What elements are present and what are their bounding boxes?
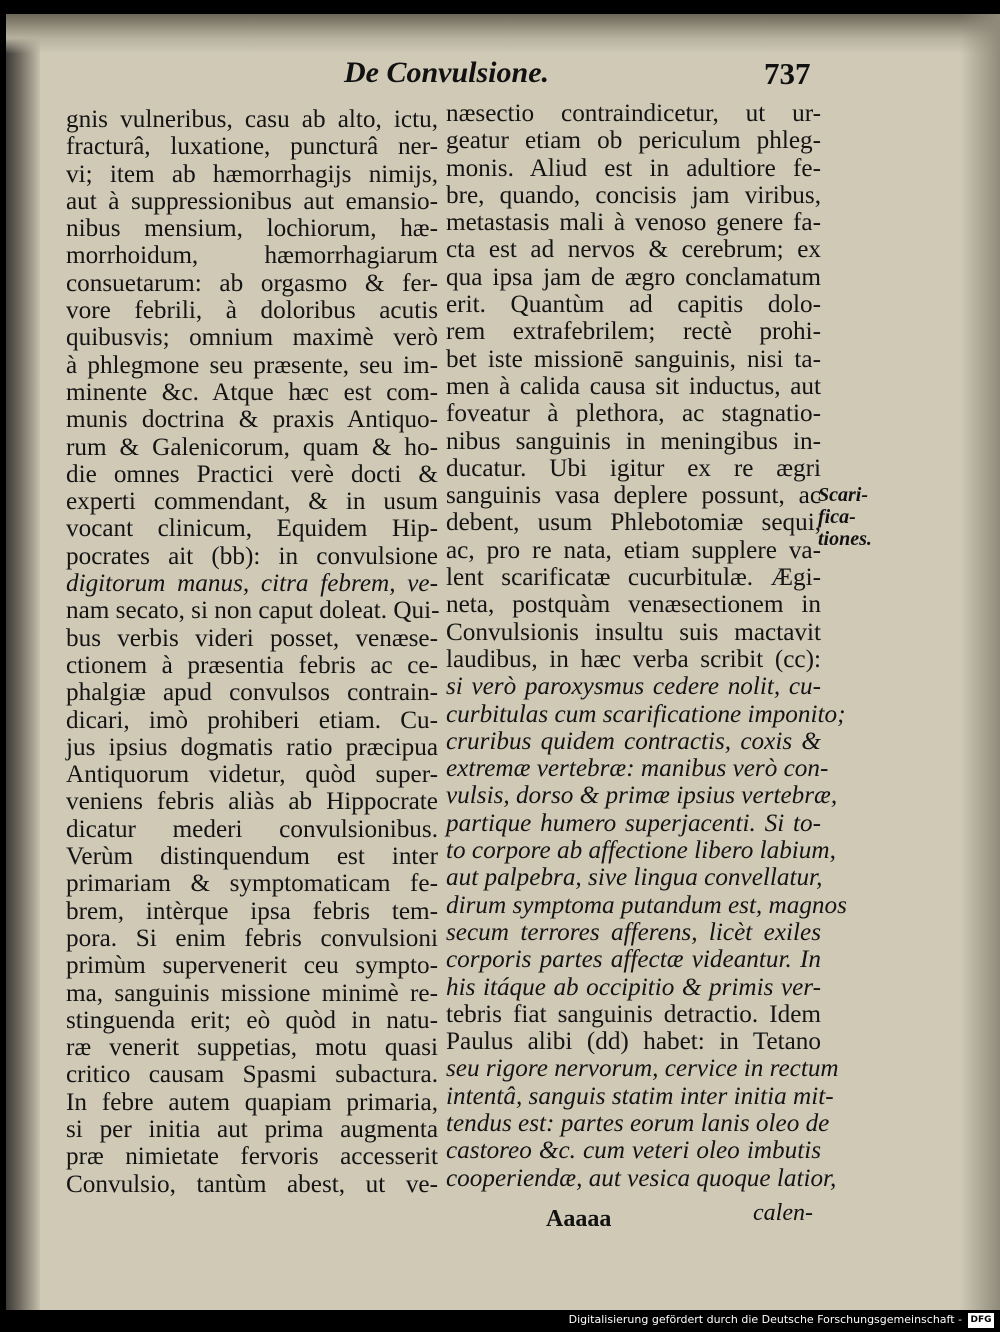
text-line: jus ipsius dogmatis ratio præcipua [66, 733, 438, 761]
text-line: gnis vulneribus, casu ab alto, ictu, [66, 106, 438, 133]
text-line: minente &c. Atque hæc est com- [66, 378, 438, 406]
text-line: Antiquorum videtur, quòd super- [66, 761, 438, 789]
funding-credit: Digitalisierung gefördert durch die Deutsche Forschungsgemeinschaft - [568, 1313, 962, 1326]
text-line: præ nimietate fervoris accesserit [66, 1143, 438, 1171]
book-spine-shadow [6, 14, 40, 1310]
text-line: dicatur mederi convulsionibus. [66, 815, 438, 843]
text-line: corporis partes affectæ videantur. In [446, 946, 821, 974]
text-line: tendus est: partes eorum lanis oleo de [446, 1109, 830, 1137]
marginal-note-line: tiones. [818, 528, 872, 550]
text-line: vulsis, dorso & primæ ipsius vertebræ, [446, 782, 838, 810]
text-line: fracturâ, luxatione, puncturâ ner- [66, 133, 438, 161]
text-line: veniens febris aliàs ab Hippocrate [66, 788, 438, 816]
text-line: phalgiæ apud convulsos contrain- [66, 679, 438, 707]
text-line: primùm supervenerit ceu sympto- [66, 952, 438, 980]
marginal-note-line: fica- [818, 506, 856, 528]
text-line: Paulus alibi (dd) habet: in Tetano [446, 1028, 821, 1056]
book-page [6, 14, 1000, 1310]
text-line: to corpore ab affectione libero labium, [446, 837, 836, 865]
text-line: si verò paroxysmus cedere nolit, cu- [446, 673, 821, 701]
text-line: cruribus quidem contractis, coxis & [446, 727, 821, 755]
text-line: pora. Si enim febris convulsioni [66, 924, 438, 952]
text-line: Convulsionis insultu suis mactavit [446, 618, 821, 646]
footer-bar [0, 1310, 1000, 1332]
text-line: vi; item ab hæmorrhagijs nimijs, [66, 160, 438, 188]
marginal-note-line: Scari- [818, 484, 868, 506]
text-line: næsectio contraindicetur, ut ur- [446, 100, 821, 127]
page-foot [446, 1200, 821, 1234]
text-line: vore febrili, à doloribus acutis [66, 297, 438, 325]
dfg-logo-icon: DFG [968, 1313, 994, 1328]
text-line: à phlegmone seu præsente, seu im- [66, 351, 438, 379]
text-line: pocrates ait (bb): in convulsione [66, 542, 438, 570]
text-line: men à calida causa sit inductus, aut [446, 372, 821, 400]
text-line: Convulsio, tantùm abest, ut ve- [66, 1170, 438, 1198]
text-line: extremæ vertebræ: manibus verò con- [446, 755, 829, 783]
text-line: ac, pro re nata, etiam supplere va- [446, 536, 821, 564]
text-line: critico causam Spasmi subactura. [66, 1061, 438, 1089]
left-text-column [66, 106, 438, 1198]
text-line: debent, usum Phlebotomiæ sequi, [446, 509, 821, 537]
page-number: 737 [764, 56, 811, 91]
text-line: curbitulas cum scarificatione imponito; [446, 700, 846, 728]
text-line: bet iste missionē sanguinis, nisi ta- [446, 345, 821, 373]
text-line: quibusvis; omnium maximè verò [66, 324, 438, 352]
text-line: metastasis mali à venoso genere fa- [446, 209, 821, 237]
right-edge-shadow [960, 14, 1000, 1310]
text-line: brem, intèrque ipsa febris tem- [66, 897, 438, 925]
text-line: digitorum manus, citra febrem, ve- [66, 570, 438, 598]
text-line: ducatur. Ubi igitur ex re ægri [446, 454, 821, 482]
text-line: nam secato, si non caput doleat. Qui- [66, 597, 440, 625]
text-line: si per initia aut prima augmenta [66, 1115, 438, 1143]
text-line: dirum symptoma putandum est, magnos [446, 891, 847, 919]
text-line: rum & Galenicorum, quam & ho- [66, 433, 438, 461]
text-line: die omnes Practici verè docti & [66, 460, 438, 488]
marginal-note [818, 484, 872, 550]
text-line: ma, sanguinis missione minimè re- [66, 979, 438, 1007]
text-line: foveatur à plethora, ac stagnatio- [446, 400, 821, 428]
text-line: tebris fiat sanguinis detractio. Idem [446, 1000, 821, 1028]
text-line: lent scarificatæ cucurbitulæ. Ægi- [446, 564, 821, 592]
text-line: nibus sanguinis in meningibus in- [446, 427, 821, 455]
text-line: In febre autem quapiam primaria, [66, 1088, 438, 1116]
text-line: primariam & symptomaticam fe- [66, 870, 438, 898]
text-line: qua ipsa jam de ægro conclamatum [446, 263, 821, 291]
text-line: nibus mensium, lochiorum, hæ- [66, 215, 438, 243]
text-line: Verùm distinquendum est inter [66, 843, 438, 871]
text-line: aut palpebra, sive lingua convellatur, [446, 864, 823, 892]
text-line: cooperiendæ, aut vesica quoque latior, [446, 1164, 837, 1192]
text-line: bus verbis videri posset, venæse- [66, 624, 438, 652]
text-line: consuetarum: ab orgasmo & fer- [66, 269, 438, 297]
text-line: seu rigore nervorum, cervice in rectum [446, 1055, 839, 1083]
text-line: munis doctrina & praxis Antiquo- [66, 406, 438, 434]
text-line: neta, postquàm venæsectionem in [446, 591, 821, 619]
text-line: partique humero superjacenti. Si to- [446, 809, 821, 837]
text-line: morrhoidum, hæmorrhagiarum [66, 242, 438, 270]
text-line: experti commendant, & in usum [66, 488, 438, 516]
text-line: secum terrores afferens, licèt exiles [446, 918, 821, 946]
text-line: laudibus, in hæc verba scribit (cc): [446, 645, 821, 673]
text-line: vocant clinicum, Equidem Hip- [66, 515, 438, 543]
text-line: aut à suppressionibus aut emansio- [66, 187, 438, 215]
text-line: cta est ad nervos & cerebrum; ex [446, 236, 821, 264]
text-line: ræ venerit suppetias, motu quasi [66, 1034, 438, 1062]
running-header: De Convulsione. [344, 56, 550, 89]
text-line: intentâ, sanguis statim inter initia mit- [446, 1082, 834, 1110]
text-line: erit. Quantùm ad capitis dolo- [446, 291, 821, 319]
text-line: castoreo &c. cum veteri oleo imbutis [446, 1137, 821, 1165]
text-line: sanguinis vasa deplere possunt, ac [446, 482, 821, 510]
text-line: bre, quando, concisis jam viribus, [446, 181, 821, 209]
text-line: rem extrafebrilem; rectè prohi- [446, 318, 821, 346]
catchword: calen- [753, 1200, 813, 1226]
text-line: geatur etiam ob periculum phleg- [446, 127, 821, 155]
text-line: his itáque ab occipitio & primis ver- [446, 973, 821, 1001]
text-line: stinguenda erit; eò quòd in natu- [66, 1006, 438, 1034]
text-line: dicari, imò prohiberi etiam. Cu- [66, 706, 438, 734]
signature-mark: Aaaaa [546, 1206, 612, 1232]
top-edge-shadow [6, 14, 1000, 54]
text-line: monis. Aliud est in adultiore fe- [446, 154, 821, 182]
text-line: ctionem à præsentia febris ac ce- [66, 651, 438, 679]
